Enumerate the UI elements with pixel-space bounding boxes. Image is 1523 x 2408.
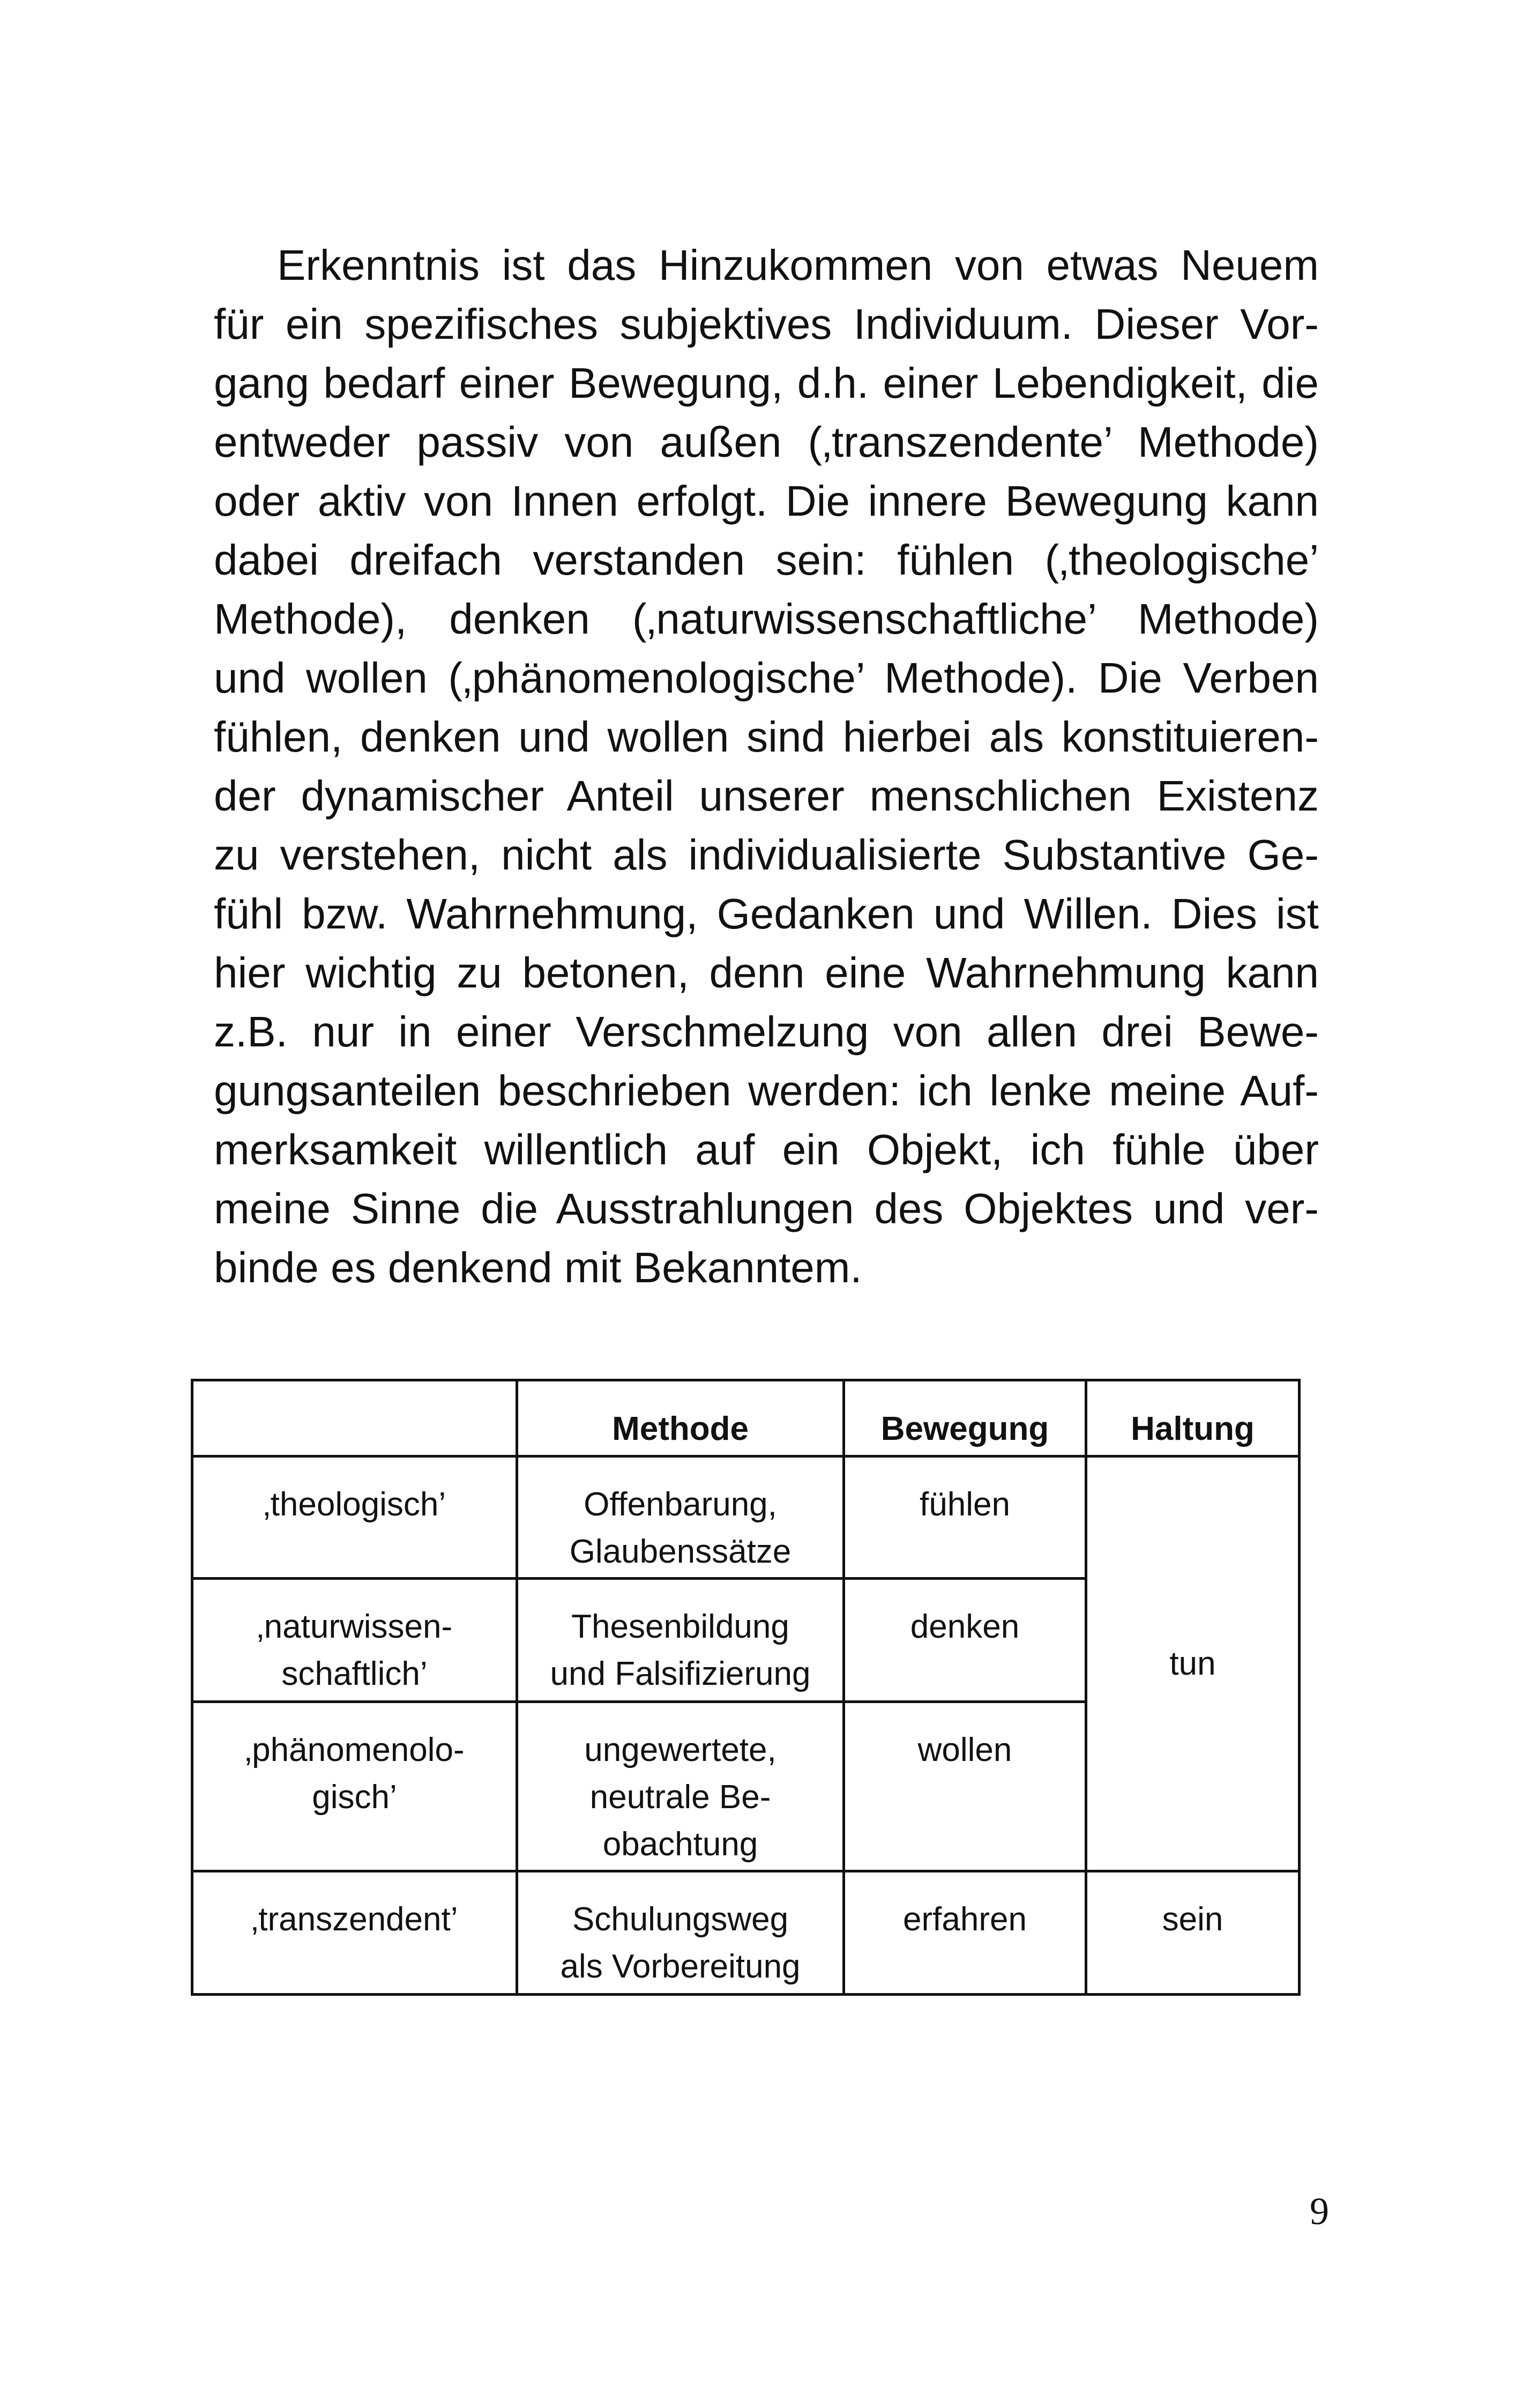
paragraph-line: gang bedarf einer Bewegung, d.h. einer Lebendigkeit, die — [214, 359, 1319, 407]
row-label-line: ‚theologisch’ — [263, 1486, 446, 1523]
paragraph-line: entweder passiv von außen (‚transzendente’ Methode) — [214, 418, 1319, 466]
page-number: 9 — [1310, 2190, 1329, 2233]
row-label-line: ‚phänomenolo- — [244, 1731, 465, 1768]
bewegung-cell: erfahren — [844, 1871, 1086, 1995]
row-label-line: schaftlich’ — [281, 1655, 428, 1692]
row-label-cell — [192, 1871, 517, 1995]
paragraph-line: Erkenntnis ist das Hinzukommen von etwas Neuem — [277, 241, 1319, 289]
row-label-cell — [192, 1702, 517, 1871]
methode-cell — [517, 1579, 844, 1702]
paragraph-line: der dynamischer Anteil unserer menschlichen Existenz — [214, 772, 1319, 820]
paragraph-line: für ein spezifisches subjektives Individuum. Dieser Vor- — [214, 300, 1319, 348]
methode-line: Schulungsweg — [572, 1901, 789, 1938]
row-label-line: ‚naturwissen- — [256, 1608, 453, 1645]
paragraph-line: meine Sinne die Ausstrahlungen des Objektes und ver- — [214, 1185, 1319, 1232]
paragraph-line: hier wichtig zu betonen, denn eine Wahrnehmung kann — [214, 949, 1319, 997]
haltung-merged-cell: tun — [1086, 1456, 1300, 1871]
methode-line: als Vorbereitung — [560, 1948, 801, 1985]
bewegung-cell: denken — [844, 1579, 1086, 1702]
table-row — [192, 1456, 1300, 1579]
body-paragraph — [214, 236, 1319, 1297]
methode-line: Thesenbildung — [571, 1608, 789, 1645]
paragraph-line: oder aktiv von Innen erfolgt. Die innere Bewegung kann — [214, 477, 1319, 525]
paragraph-line: binde es denkend mit Bekanntem. — [214, 1244, 862, 1291]
header-haltung: Haltung — [1086, 1380, 1300, 1456]
bewegung-cell: wollen — [844, 1702, 1086, 1871]
paragraph-line: z.B. nur in einer Verschmelzung von allen drei Bewe- — [214, 1008, 1319, 1056]
methode-cell — [517, 1871, 844, 1995]
paragraph-line: Methode), denken (‚naturwissenschaftliche’ Methode) — [214, 595, 1319, 643]
paragraph-line: gungsanteilen beschrieben werden: ich lenke meine Auf- — [214, 1067, 1319, 1114]
paragraph-line: dabei dreifach verstanden sein: fühlen (‚theologische’ — [214, 536, 1319, 584]
methode-line: und Falsifizierung — [550, 1655, 811, 1692]
methods-table — [191, 1379, 1301, 1996]
methode-line: ungewertete, — [584, 1731, 777, 1768]
methode-line: Offenbarung, — [584, 1486, 777, 1523]
methode-cell — [517, 1456, 844, 1579]
table-header-row — [192, 1380, 1300, 1456]
paragraph-line: fühlen, denken und wollen sind hierbei als konstituieren- — [214, 713, 1319, 761]
header-empty-cell — [192, 1380, 517, 1456]
methode-cell — [517, 1702, 844, 1871]
paragraph-line: merksamkeit willentlich auf ein Objekt, ich fühle über — [214, 1126, 1319, 1173]
paragraph-line: und wollen (‚phänomenologische’ Methode). Die Verben — [214, 654, 1319, 702]
row-label-cell — [192, 1456, 517, 1579]
row-label-line: ‚transzendent’ — [251, 1901, 458, 1938]
paragraph-line: zu verstehen, nicht als individualisierte Substantive Ge- — [214, 831, 1319, 879]
methode-line: Glaubenssätze — [569, 1533, 792, 1570]
methods-table-wrapper — [191, 1379, 1301, 1996]
methode-line: neutrale Be- — [589, 1779, 771, 1816]
haltung-cell: sein — [1086, 1871, 1300, 1995]
methode-line: obachtung — [602, 1826, 758, 1863]
bewegung-cell: fühlen — [844, 1456, 1086, 1579]
row-label-line: gisch’ — [312, 1779, 397, 1816]
table-row — [192, 1871, 1300, 1995]
header-methode: Methode — [517, 1380, 844, 1456]
row-label-cell — [192, 1579, 517, 1702]
paragraph-line: fühl bzw. Wahrnehmung, Gedanken und Willen. Dies ist — [214, 890, 1319, 938]
header-bewegung: Bewegung — [844, 1380, 1086, 1456]
